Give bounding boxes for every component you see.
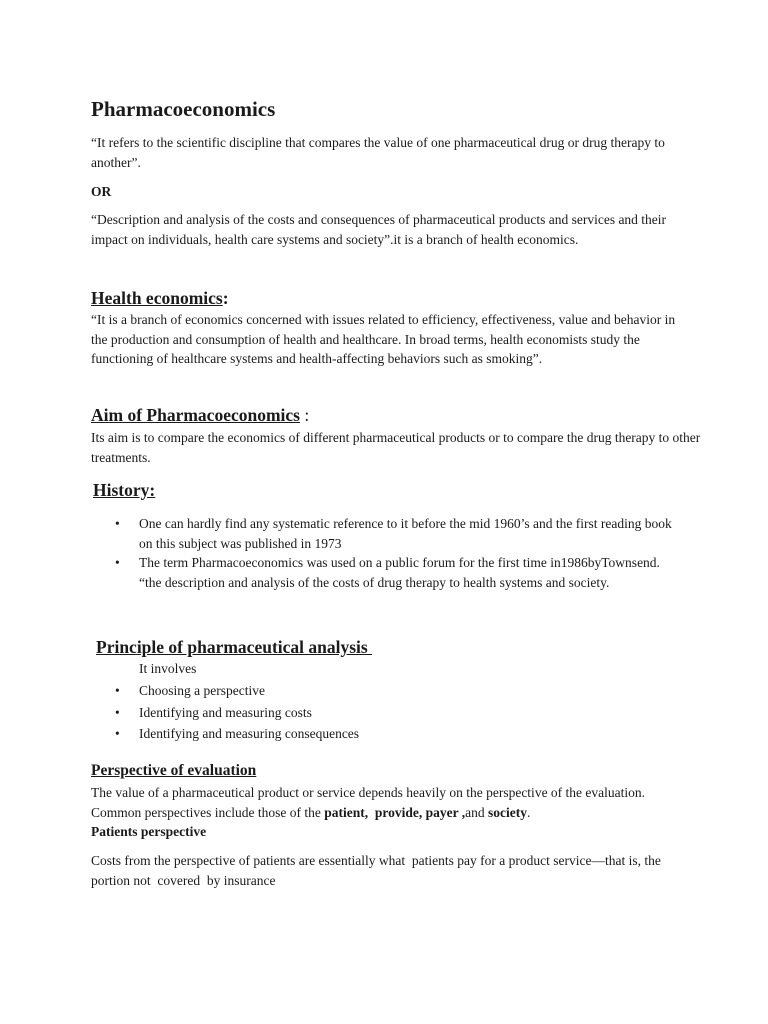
bullet-symbol: • [115, 683, 120, 698]
principle-item-1 [115, 681, 639, 701]
definition-1: “It refers to the scientific discipline that compares the value of one pharmaceutical drug or drug therapy to another”. [91, 135, 665, 170]
aim-colon: : [299, 405, 310, 425]
aim-text: Its aim is to compare the economics of different pharmaceutical products or to compare the drug therapy to other treatments. [91, 430, 701, 465]
perspective-payer: payer , [422, 804, 466, 820]
history-item-2 [115, 553, 679, 592]
health-economics-colon: : [222, 288, 229, 308]
health-economics-heading-text: Health economics [91, 288, 223, 308]
principle-item-3-text: Identifying and measuring consequences [139, 726, 360, 741]
page-title: Pharmacoeconomics [91, 97, 276, 121]
perspective-text-start: The value of a pharmaceutical product or service depends heavily on the perspective of the evaluation. Common perspectives include those of the [91, 785, 649, 820]
perspective-and: and [465, 804, 488, 820]
perspective-provide: provide, [368, 804, 423, 820]
principle-list [115, 681, 639, 744]
perspective-heading: Perspective of evaluation [91, 762, 257, 779]
or-label: OR [91, 184, 112, 199]
principle-intro: It involves [139, 661, 197, 676]
health-economics-text: “It is a branch of economics concerned with issues related to efficiency, effectiveness, value and behavior in the production and consumption of health and healthcare. In broad terms, health economists study the functioning of healthcare systems and health-affecting behaviors such as smoking”. [91, 312, 676, 366]
perspective-text [91, 783, 691, 822]
principle-heading: Principle of pharmaceutical analysis [96, 637, 373, 657]
history-item-1-text: One can hardly find any systematic reference to it before the mid 1960’s and the first reading book on this subject was published in 1973 [139, 516, 672, 551]
history-heading: History: [93, 480, 156, 500]
perspective-patient: patient, [324, 804, 369, 820]
perspective-period: . [526, 804, 531, 820]
health-economics-heading [91, 287, 229, 309]
bullet-symbol: • [115, 516, 120, 531]
history-item-2-text: The term Pharmacoeconomics was used on a public forum for the first time in1986byTownsend. “the description and analysis of the costs of drug therapy to health systems and society. [139, 555, 660, 590]
principle-item-1-text: Choosing a perspective [139, 683, 265, 698]
aim-heading-text: Aim of Pharmacoeconomics [91, 405, 300, 425]
bullet-symbol: • [115, 555, 120, 570]
principle-item-2-text: Identifying and measuring costs [139, 704, 312, 720]
principle-item-2 [115, 703, 639, 723]
patients-perspective-heading: Patients perspective [91, 824, 207, 839]
history-item-1 [115, 514, 679, 553]
principle-item-3 [115, 724, 639, 744]
bullet-symbol: • [115, 704, 120, 720]
aim-heading [91, 404, 309, 426]
history-list [115, 514, 679, 592]
definition-2: “Description and analysis of the costs and consequences of pharmaceutical products and services and their impact on individuals, health care systems and society”.it is a branch of health economics. [91, 212, 667, 247]
perspective-society: society [487, 804, 527, 820]
patients-perspective-text: Costs from the perspective of patients are essentially what patients pay for a product service—that is, the portion not covered by insurance [91, 853, 668, 888]
bullet-symbol: • [115, 726, 120, 741]
